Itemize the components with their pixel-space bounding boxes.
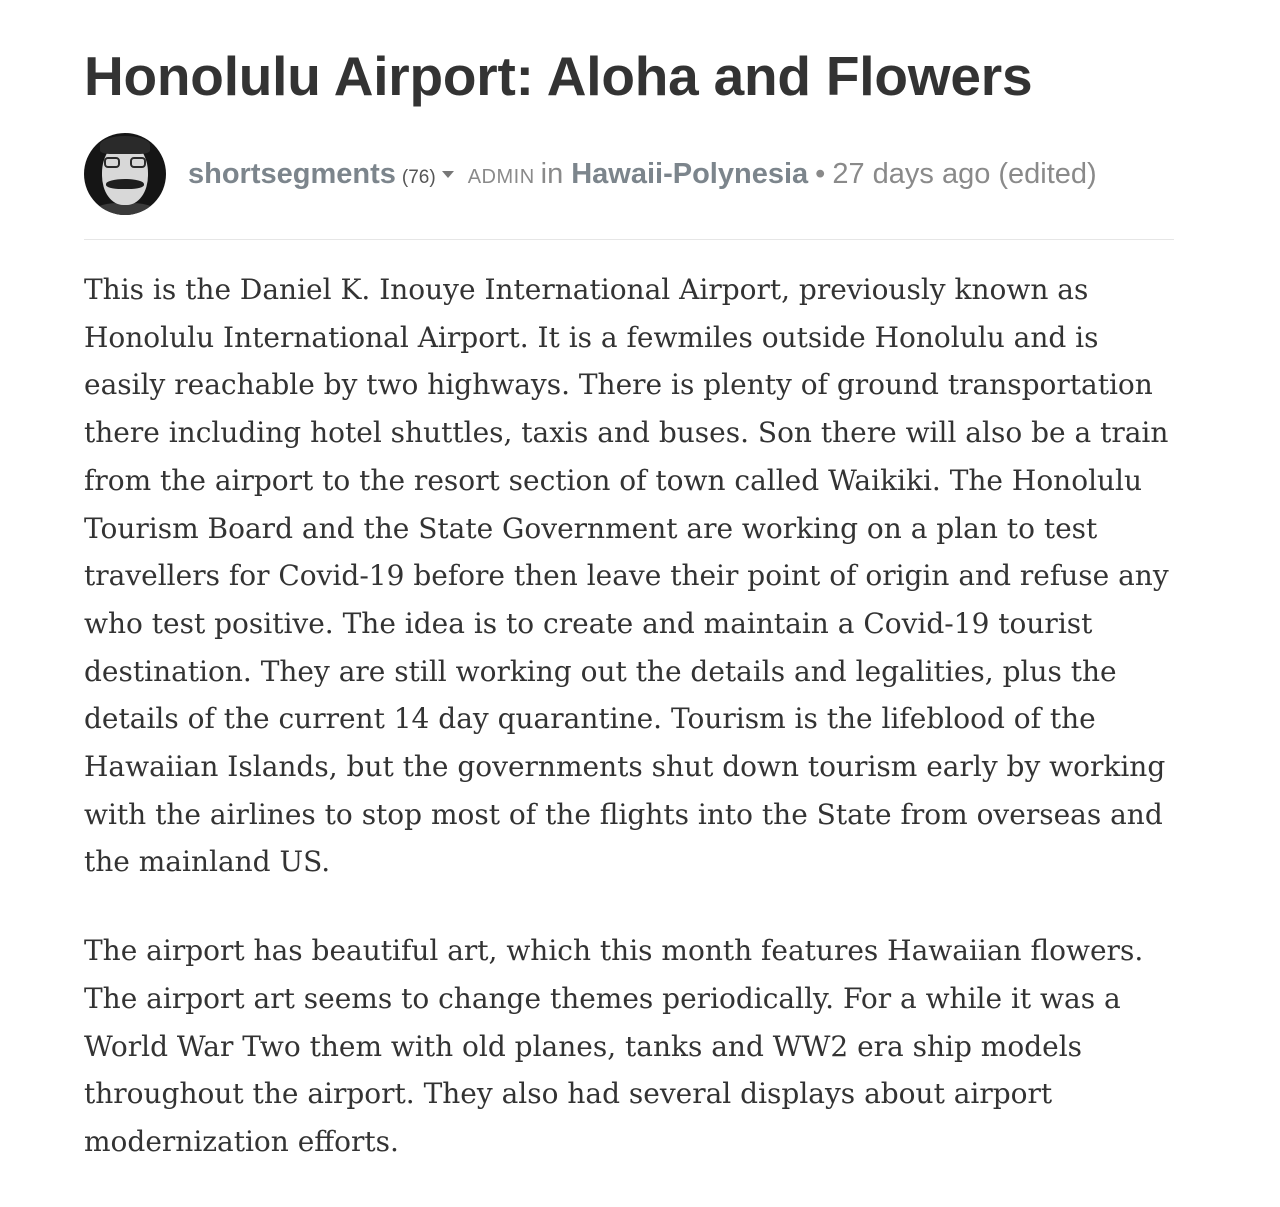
post-body [84,266,1174,1166]
community-link[interactable]: Hawaii-Polynesia [571,157,809,190]
in-label: in [540,157,564,190]
author-avatar[interactable] [84,133,166,215]
post-timestamp[interactable]: 27 days ago (edited) [832,157,1097,190]
post-meta-text [188,158,1097,191]
author-link[interactable]: shortsegments [188,157,396,190]
post-paragraph-1: This is the Daniel K. Inouye International Airport, previously known as Honolulu International Airport. It is a fewmiles outside Honolulu and is easily reachable by two highways. There is plenty of ground transportation there including hotel shuttles, taxis and buses. Son there will also be a train from the airport to the resort section of town called Waikiki. The Honolulu Tourism Board and the State Government are working on a plan to test travellers for Covid-19 before then leave their point of origin and refuse any who test positive. The idea is to create and maintain a Covid-19 tourist destination. They are still working out the details and legalities, plus the details of the current 14 day quarantine. Tourism is the lifeblood of the Hawaiian Islands, but the governments shut down tourism early by working with the airlines to stop most of the flights into the State from overseas and the mainland US. [84,273,1169,879]
avatar-mustache-shape [106,179,144,189]
header-divider [84,239,1174,240]
author-reputation: (76) [401,166,436,188]
post-paragraph-2: The airport has beautiful art, which this month features Hawaiian flowers. The airport art seems to change themes periodically. For a while it was a World War Two them with old planes, tanks and WW2 era ship models throughout the airport. They also had several displays about airport modernization efforts. [84,934,1144,1158]
caret-down-icon[interactable] [442,171,454,178]
post-meta [84,133,1174,215]
meta-separator: • [815,157,826,190]
author-role-badge: ADMIN [467,165,535,188]
avatar-glasses-shape [104,157,146,169]
avatar-hair-shape [100,136,150,154]
post-title: Honolulu Airport: Aloha and Flowers [84,45,1033,107]
post [84,0,1174,1207]
